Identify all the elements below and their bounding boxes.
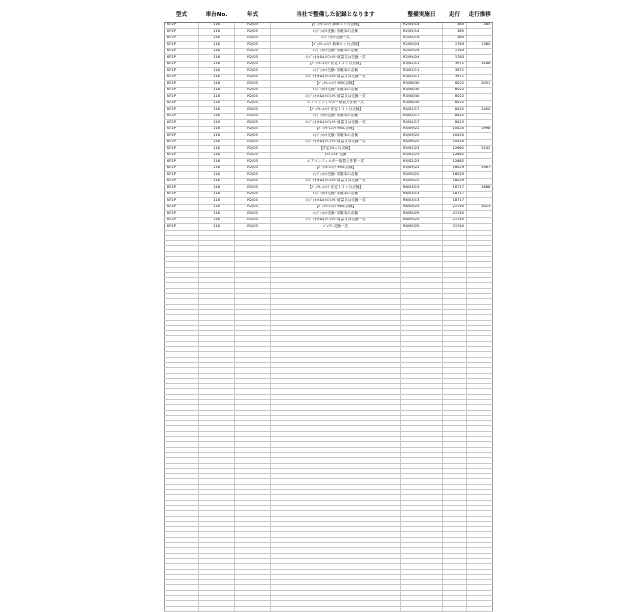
cell-mileage: 8422	[443, 120, 467, 127]
cell-mileage: 18717	[443, 198, 467, 205]
header-row	[165, 10, 493, 22]
cell-mileage: 3971	[443, 68, 467, 75]
cell-vehicle-no: 116	[199, 42, 235, 49]
cell-record: 【法定24ヵ月点検】	[271, 146, 401, 153]
cell-vehicle-no: 116	[199, 48, 235, 55]
cell-record: ｴﾝｼﾞﾝｵｲﾙ&ｵｲﾙﾌｨﾙﾀｰ前量又は交換一式	[271, 74, 401, 81]
cell-vehicle-no: 116	[199, 55, 235, 62]
empty-row	[165, 606, 493, 611]
cell-year: R2/03	[235, 35, 271, 42]
cell-year: R2/03	[235, 198, 271, 205]
cell-record: ｴﾝｼﾞﾝｵｲﾙ交換･市販本の点検	[271, 172, 401, 179]
cell-record: ｴﾝｼﾞﾝｵｲﾙ交換･市販本の点検	[271, 191, 401, 198]
cell-vehicle-no: 116	[199, 120, 235, 127]
cell-mileage: 18717	[443, 185, 467, 192]
cell-date: R4/09/22	[401, 126, 443, 133]
cell-vehicle-no: 116	[199, 100, 235, 107]
cell-model: KF2P	[165, 152, 199, 159]
cell-record: ｴﾝｼﾞﾝｵｲﾙ&ｵｲﾙﾌｨﾙﾀｰ前量又は交換一式	[271, 94, 401, 101]
cell-date: R3/08/30	[401, 94, 443, 101]
cell-vehicle-no: 116	[199, 165, 235, 172]
cell-year: R2/03	[235, 120, 271, 127]
cell-vehicle-no: 116	[199, 74, 235, 81]
cell-mileage: 6022	[443, 94, 467, 101]
cell-vehicle-no: 116	[199, 152, 235, 159]
cell-model: KF2P	[165, 35, 199, 42]
cell-vehicle-no: 116	[199, 204, 235, 211]
cell-record: ｴﾝｼﾞﾝｵｲﾙ&ｵｲﾙﾌｨﾙﾀｰ前量又は交換一式	[271, 55, 401, 62]
cell-year: R2/03	[235, 61, 271, 68]
cell-record: ｴﾝｼﾞﾝｵｲﾙ交換･市販本の点検	[271, 68, 401, 75]
cell-record: エアコンフィルター取替え作業一式	[271, 100, 401, 107]
cell-date: R2/09/24	[401, 42, 443, 49]
cell-model: KF2P	[165, 29, 199, 36]
cell-year: R2/03	[235, 113, 271, 120]
cell-year: R2/03	[235, 74, 271, 81]
cell-year: R2/03	[235, 211, 271, 218]
cell-year: R2/03	[235, 126, 271, 133]
cell-record: ｴﾝｼﾞﾝｵｲﾙ交換･市販本の点検	[271, 133, 401, 140]
cell-year: R2/03	[235, 165, 271, 172]
cell-vehicle-no: 116	[199, 133, 235, 140]
cell-model: KF2P	[165, 159, 199, 166]
header-mileage: 走行	[443, 10, 467, 22]
cell-record: 【ﾊﾞｯｸﾙｰﾑﾒﾝﾃ MSC点検】	[271, 165, 401, 172]
cell-year: R2/03	[235, 87, 271, 94]
cell-record: エアコンフィルター取替え作業一式	[271, 159, 401, 166]
empty-cell	[271, 606, 401, 611]
cell-year: R2/03	[235, 94, 271, 101]
cell-year: R2/03	[235, 191, 271, 198]
cell-model: KF2P	[165, 191, 199, 198]
header-year: 年式	[235, 10, 271, 22]
cell-year: R2/03	[235, 185, 271, 192]
cell-mileage-change: 3188	[467, 61, 493, 68]
cell-mileage-change: 1380	[467, 42, 493, 49]
cell-vehicle-no: 116	[199, 68, 235, 75]
cell-model: KF2P	[165, 146, 199, 153]
cell-model: KF2P	[165, 87, 199, 94]
cell-year: R2/03	[235, 48, 271, 55]
cell-mileage: 21740	[443, 211, 467, 218]
cell-date: R4/02/17	[401, 120, 443, 127]
cell-model: KF2P	[165, 81, 199, 88]
cell-vehicle-no: 116	[199, 22, 235, 29]
cell-record: 【ﾊﾞｯｸﾙｰﾑﾒﾝﾃ MSC点検】	[271, 204, 401, 211]
cell-date: R6/09/25	[401, 204, 443, 211]
cell-mileage: 21740	[443, 224, 467, 231]
header-vehicle-no: 車台No.	[199, 10, 235, 22]
cell-model: KF2P	[165, 198, 199, 205]
cell-mileage: 6022	[443, 100, 467, 107]
cell-mileage-change: 2242	[467, 146, 493, 153]
cell-mileage: 3971	[443, 74, 467, 81]
cell-date: R5/09/22	[401, 178, 443, 185]
cell-model: KF2P	[165, 126, 199, 133]
cell-vehicle-no: 116	[199, 217, 235, 224]
cell-model: KF2P	[165, 185, 199, 192]
cell-date: R6/09/25	[401, 217, 443, 224]
cell-record: 【ﾊﾞｯｸﾙｰﾑﾒﾝﾃ 新車６ヶ月点検】	[271, 42, 401, 49]
cell-date: R2/05/14	[401, 29, 443, 36]
cell-year: R2/03	[235, 139, 271, 146]
cell-vehicle-no: 116	[199, 87, 235, 94]
cell-vehicle-no: 116	[199, 191, 235, 198]
cell-model: KF2P	[165, 217, 199, 224]
cell-record: ﾊﾞｯﾃﾘｰ交換一式	[271, 224, 401, 231]
cell-date: R6/09/25	[401, 211, 443, 218]
header-date: 整備実施日	[401, 10, 443, 22]
cell-vehicle-no: 116	[199, 224, 235, 231]
cell-model: KF2P	[165, 22, 199, 29]
cell-record: 【ﾊﾞｯｸﾙｰﾑﾒﾝﾃ 新車１ヶ月点検】	[271, 22, 401, 29]
cell-record: ｴﾝｼﾞﾝｵｲﾙ交換･市販本の点検	[271, 29, 401, 36]
cell-vehicle-no: 116	[199, 178, 235, 185]
cell-record: ｴﾝｼﾞﾝｵｲﾙ交換･市販本の点検	[271, 48, 401, 55]
cell-vehicle-no: 116	[199, 29, 235, 36]
cell-date: R4/02/17	[401, 107, 443, 114]
cell-vehicle-no: 116	[199, 211, 235, 218]
cell-record: ｵｲﾙﾌｨﾙﾀｰ交換	[271, 152, 401, 159]
cell-date: R3/02/11	[401, 74, 443, 81]
cell-date: R2/09/24	[401, 55, 443, 62]
cell-mileage-change: 2688	[467, 185, 493, 192]
cell-mileage: 18717	[443, 191, 467, 198]
cell-model: KF2P	[165, 204, 199, 211]
cell-record: 【ﾊﾞｯｸﾙｰﾑﾒﾝﾃ 法定１２ヶ月点検】	[271, 185, 401, 192]
cell-mileage: 6022	[443, 81, 467, 88]
cell-date: R3/02/11	[401, 68, 443, 75]
maintenance-table	[164, 10, 493, 612]
cell-model: KF2P	[165, 107, 199, 114]
cell-year: R2/03	[235, 204, 271, 211]
cell-vehicle-no: 116	[199, 159, 235, 166]
cell-date: R2/09/24	[401, 48, 443, 55]
cell-mileage: 10420	[443, 126, 467, 133]
cell-mileage: 10420	[443, 133, 467, 140]
cell-year: R2/03	[235, 107, 271, 114]
cell-record: ｴﾝｼﾞﾝｵｲﾙ&ｵｲﾙﾌｨﾙﾀｰ前量又は交換一式	[271, 198, 401, 205]
cell-year: R2/03	[235, 152, 271, 159]
cell-model: KF2P	[165, 224, 199, 231]
cell-record: ｴﾝｼﾞﾝｵｲﾙ交換･市販本の点検	[271, 113, 401, 120]
cell-record: 【ﾊﾞｯｸﾙｰﾑﾒﾝﾃ MSC点検】	[271, 81, 401, 88]
cell-model: KF2P	[165, 113, 199, 120]
cell-mileage: 21740	[443, 204, 467, 211]
cell-vehicle-no: 116	[199, 185, 235, 192]
cell-year: R2/03	[235, 159, 271, 166]
empty-cell	[401, 606, 443, 611]
cell-mileage: 385	[443, 29, 467, 36]
cell-year: R2/03	[235, 22, 271, 29]
cell-vehicle-no: 116	[199, 198, 235, 205]
cell-model: KF2P	[165, 211, 199, 218]
cell-mileage: 8422	[443, 113, 467, 120]
cell-mileage-change: 385	[467, 22, 493, 29]
cell-mileage: 1763	[443, 42, 467, 49]
cell-record: ｴﾝｼﾞﾝｵｲﾙ交換･市販本の点検	[271, 211, 401, 218]
cell-mileage: 16029	[443, 172, 467, 179]
cell-year: R2/03	[235, 224, 271, 231]
cell-date: R5/02/23	[401, 146, 443, 153]
cell-vehicle-no: 116	[199, 107, 235, 114]
cell-year: R2/03	[235, 178, 271, 185]
cell-vehicle-no: 116	[199, 139, 235, 146]
cell-mileage: 3971	[443, 61, 467, 68]
cell-vehicle-no: 116	[199, 146, 235, 153]
cell-mileage: 6022	[443, 87, 467, 94]
cell-date: R3/08/30	[401, 81, 443, 88]
cell-model: KF2P	[165, 94, 199, 101]
cell-vehicle-no: 116	[199, 172, 235, 179]
cell-record: 【ﾊﾞｯｸﾙｰﾑﾒﾝﾃ 法定１２ヶ月点検】	[271, 61, 401, 68]
cell-model: KF2P	[165, 42, 199, 49]
cell-model: KF2P	[165, 68, 199, 75]
cell-mileage-change: 1998	[467, 126, 493, 133]
cell-model: KF2P	[165, 133, 199, 140]
header-model: 型式	[165, 10, 199, 22]
cell-date: R2/05/14	[401, 22, 443, 29]
cell-mileage: 16029	[443, 165, 467, 172]
cell-year: R2/03	[235, 217, 271, 224]
cell-record: ｴﾝｼﾞﾝｵｲﾙ&ｵｲﾙﾌｨﾙﾀｰ前量又は交換一式	[271, 178, 401, 185]
cell-mileage-change: 3367	[467, 165, 493, 172]
cell-mileage: 12662	[443, 159, 467, 166]
cell-year: R2/03	[235, 81, 271, 88]
cell-mileage: 21740	[443, 217, 467, 224]
cell-model: KF2P	[165, 48, 199, 55]
cell-year: R2/03	[235, 55, 271, 62]
cell-date: R6/09/25	[401, 224, 443, 231]
cell-year: R2/03	[235, 42, 271, 49]
cell-vehicle-no: 116	[199, 35, 235, 42]
cell-date: R5/02/23	[401, 152, 443, 159]
cell-vehicle-no: 116	[199, 94, 235, 101]
cell-record: ｴﾝｼﾞﾝｵｲﾙ&ｵｲﾙﾌｨﾙﾀｰ前量又は交換一式	[271, 120, 401, 127]
cell-mileage-change: 3023	[467, 204, 493, 211]
cell-date: R3/08/30	[401, 87, 443, 94]
cell-record: ｴﾝｼﾞﾝｵｲﾙ&ｵｲﾙﾌｨﾙﾀｰ前量又は交換一式	[271, 217, 401, 224]
cell-mileage: 12662	[443, 146, 467, 153]
cell-date: R5/09/22	[401, 172, 443, 179]
cell-mileage: 385	[443, 22, 467, 29]
cell-year: R2/03	[235, 29, 271, 36]
cell-date: R2/05/14	[401, 35, 443, 42]
cell-mileage: 12662	[443, 152, 467, 159]
cell-model: KF2P	[165, 178, 199, 185]
cell-date: R3/08/30	[401, 100, 443, 107]
header-mileage-change: 走行推移	[467, 10, 493, 22]
empty-cell	[235, 606, 271, 611]
cell-year: R2/03	[235, 172, 271, 179]
cell-mileage: 8422	[443, 107, 467, 114]
cell-mileage-change: 2051	[467, 81, 493, 88]
cell-model: KF2P	[165, 165, 199, 172]
cell-model: KF2P	[165, 74, 199, 81]
cell-vehicle-no: 116	[199, 126, 235, 133]
cell-year: R2/03	[235, 133, 271, 140]
cell-mileage: 10420	[443, 139, 467, 146]
cell-mileage-change: 2400	[467, 107, 493, 114]
cell-record: ｴﾝｼﾞﾝｵｲﾙ&ｵｲﾙﾌｨﾙﾀｰ前量又は交換一式	[271, 139, 401, 146]
cell-mileage: 16029	[443, 178, 467, 185]
cell-model: KF2P	[165, 172, 199, 179]
cell-model: KF2P	[165, 61, 199, 68]
empty-cell	[467, 606, 493, 611]
cell-date: R4/09/22	[401, 139, 443, 146]
cell-date: R6/03/13	[401, 191, 443, 198]
cell-year: R2/03	[235, 100, 271, 107]
empty-cell	[199, 606, 235, 611]
cell-record: 【ﾊﾞｯｸﾙｰﾑﾒﾝﾃ 法定１２ヶ月点検】	[271, 107, 401, 114]
cell-model: KF2P	[165, 100, 199, 107]
cell-date: R6/03/13	[401, 198, 443, 205]
cell-vehicle-no: 116	[199, 113, 235, 120]
empty-cell	[443, 606, 467, 611]
cell-vehicle-no: 116	[199, 81, 235, 88]
cell-mileage: 1763	[443, 55, 467, 62]
cell-model: KF2P	[165, 55, 199, 62]
cell-date: R6/03/13	[401, 185, 443, 192]
cell-record: 【ﾊﾞｯｸﾙｰﾑﾒﾝﾃ MSC点検】	[271, 126, 401, 133]
table-body	[165, 22, 493, 611]
cell-vehicle-no: 116	[199, 61, 235, 68]
cell-date: R3/02/11	[401, 61, 443, 68]
empty-cell	[165, 606, 199, 611]
cell-date: R5/02/23	[401, 159, 443, 166]
cell-mileage: 385	[443, 35, 467, 42]
cell-year: R2/03	[235, 146, 271, 153]
cell-model: KF2P	[165, 120, 199, 127]
cell-record: ｴﾝｼﾞﾝｵｲﾙ交換･市販本の点検	[271, 87, 401, 94]
cell-mileage: 1763	[443, 48, 467, 55]
header-record: 当社で整備した記録となります	[271, 10, 401, 22]
cell-record: ｴﾝｼﾞﾝｵｲﾙ交換一式	[271, 35, 401, 42]
cell-date: R4/02/17	[401, 113, 443, 120]
cell-year: R2/03	[235, 68, 271, 75]
cell-date: R4/09/22	[401, 133, 443, 140]
cell-date: R5/09/22	[401, 165, 443, 172]
cell-model: KF2P	[165, 139, 199, 146]
